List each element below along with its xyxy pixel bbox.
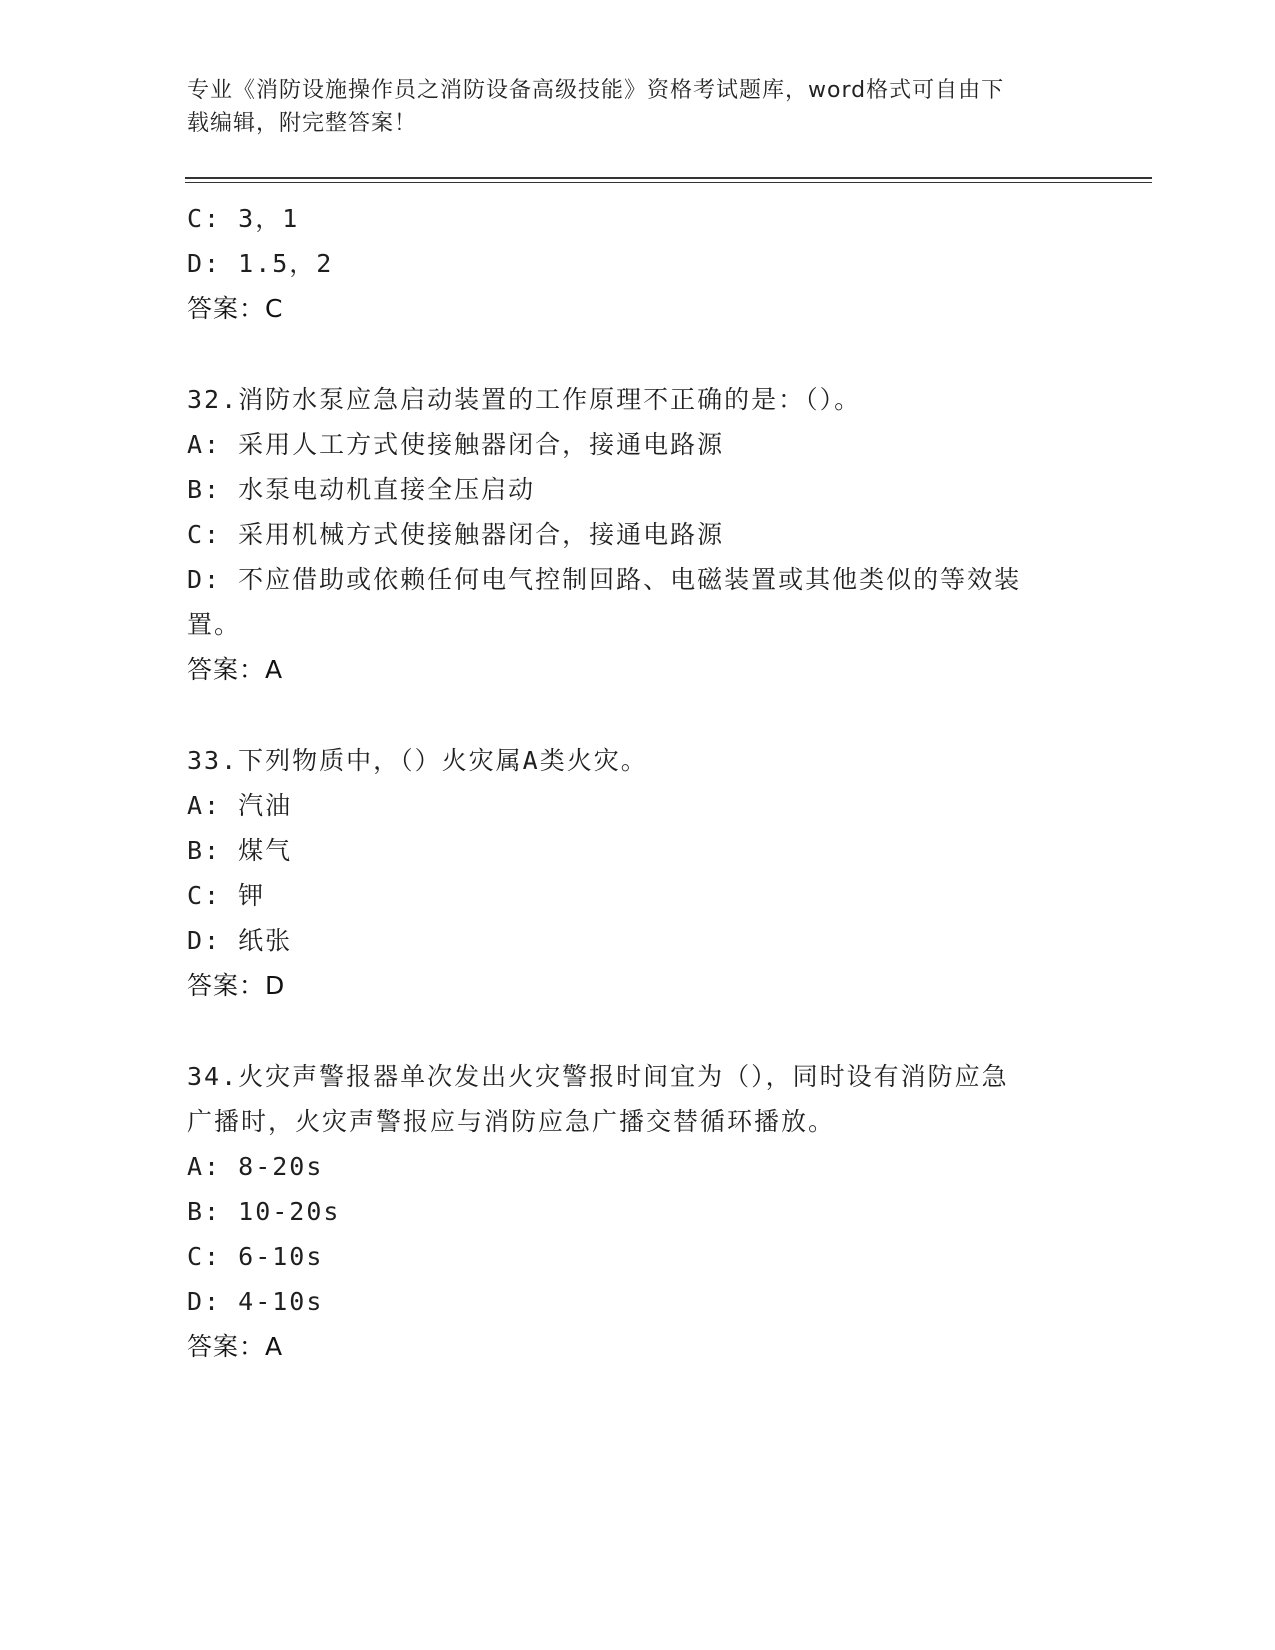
- answer-label: 答案：A: [187, 1332, 284, 1361]
- question-stem: 32.消防水泵应急启动装置的工作原理不正确的是：（）。: [187, 385, 862, 414]
- question-33: [187, 738, 1087, 1008]
- header-rule-thin: [185, 182, 1152, 183]
- option-b: B: 10-20s: [187, 1197, 341, 1226]
- page-header: [187, 74, 1087, 140]
- option-d: D: 1.5，2: [187, 249, 334, 278]
- option-c: C: 3，1: [187, 204, 300, 233]
- option-c: C: 6-10s: [187, 1242, 324, 1271]
- option-d-line-2: 置。: [187, 610, 242, 639]
- header-line-2: 载编辑，附完整答案！: [187, 111, 418, 136]
- answer-label: 答案：D: [187, 971, 286, 1000]
- question-spacer: [187, 1008, 1087, 1054]
- option-b: B: 煤气: [187, 836, 293, 865]
- question-32: [187, 377, 1087, 692]
- question-list: [187, 196, 1087, 1369]
- question-stem-line-1: 34.火灾声警报器单次发出火灾警报时间宜为（），同时设有消防应急: [187, 1062, 1009, 1091]
- option-d-line-1: D: 不应借助或依赖任何电气控制回路、电磁装置或其他类似的等效装: [187, 565, 1022, 594]
- question-stem-line-2: 广播时，火灾声警报应与消防应急广播交替循环播放。: [187, 1107, 836, 1136]
- question-spacer: [187, 331, 1087, 377]
- header-rule-thick: [185, 177, 1152, 179]
- option-a: A: 8-20s: [187, 1152, 324, 1181]
- option-b: B: 水泵电动机直接全压启动: [187, 475, 536, 504]
- answer-label: 答案：C: [187, 294, 284, 323]
- question-31-partial: [187, 196, 1087, 331]
- header-line-1: 专业《消防设施操作员之消防设备高级技能》资格考试题库，word格式可自由下: [187, 78, 1005, 103]
- answer-label: 答案：A: [187, 655, 284, 684]
- option-d: D: 4-10s: [187, 1287, 324, 1316]
- option-c: C: 钾: [187, 881, 266, 910]
- option-c: C: 采用机械方式使接触器闭合，接通电路源: [187, 520, 725, 549]
- question-spacer: [187, 692, 1087, 738]
- question-stem: 33.下列物质中，（）火灾属A类火灾。: [187, 746, 648, 775]
- option-a: A: 汽油: [187, 791, 293, 820]
- option-d: D: 纸张: [187, 926, 293, 955]
- question-34: [187, 1054, 1087, 1369]
- option-a: A: 采用人工方式使接触器闭合，接通电路源: [187, 430, 725, 459]
